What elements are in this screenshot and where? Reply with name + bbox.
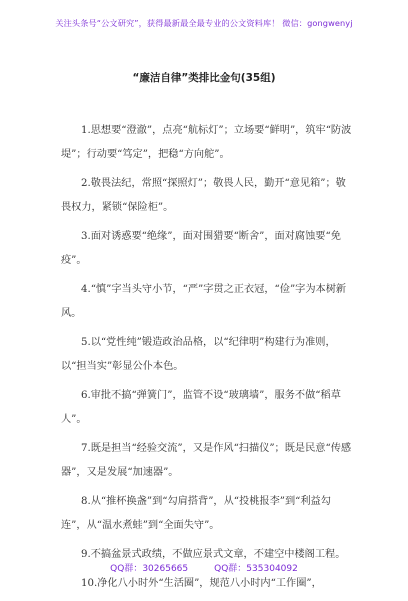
footer-qq-group-2: QQ群：535304092 [214,564,298,574]
paragraph-8: 8.从“推杯换盏”到“勾肩搭背”，从“投桃报李”到“利益勾连”，从“温水煮蛙”到“全面失守”。 [61,496,331,531]
paragraph-7: 7.既是担当“经验交流”，又是作风“扫描仪”；既是民意“传感器”，又是发展“加速器”。 [61,443,352,478]
paragraph-9: 9.不搞盆景式政绩，不做应景式文章，不建空中楼阁工程。 [81,549,346,560]
document-title: “廉洁自律”类排比金句(35组) [132,72,276,84]
document-body [61,119,355,601]
header-banner: 关注头条号“公文研究”，获得最新最全最专业的公文资料库！ 微信：gongwenyj [55,18,353,28]
paragraph-2: 2.敬畏法纪，常照“探照灯”；敬畏人民，勤开“意见箱”；敬畏权力，紧锁“保险柜”。 [61,178,346,213]
paragraph-6: 6.审批不搞“弹簧门”，监管不设“玻璃墙”，服务不做“稻草人”。 [61,390,341,425]
footer-contact [0,561,408,574]
paragraph-3: 3.面对诱惑要“绝缘”，面对围猎要“断舍”，面对腐蚀要“免疫”。 [61,231,341,266]
footer-qq-group-1: QQ群：30265665 [110,564,189,574]
paragraph-1: 1.思想要“澄澈”，点亮“航标灯”；立场要“鲜明”，筑牢“防波堤”；行动要“笃定”，把稳“方向舵”。 [61,125,352,160]
paragraph-5: 5.以“党性纯”锻造政治品格，以“纪律明”构建行为准则，以“担当实”彰显公仆本色。 [61,337,336,372]
paragraph-10: 10.净化八小时外“生活圈”，规范八小时内“工作圈”， [81,578,322,589]
paragraph-4: 4.“慎”字当头守小节，“严”字贯之正衣冠，“俭”字为本树新风。 [61,284,347,319]
